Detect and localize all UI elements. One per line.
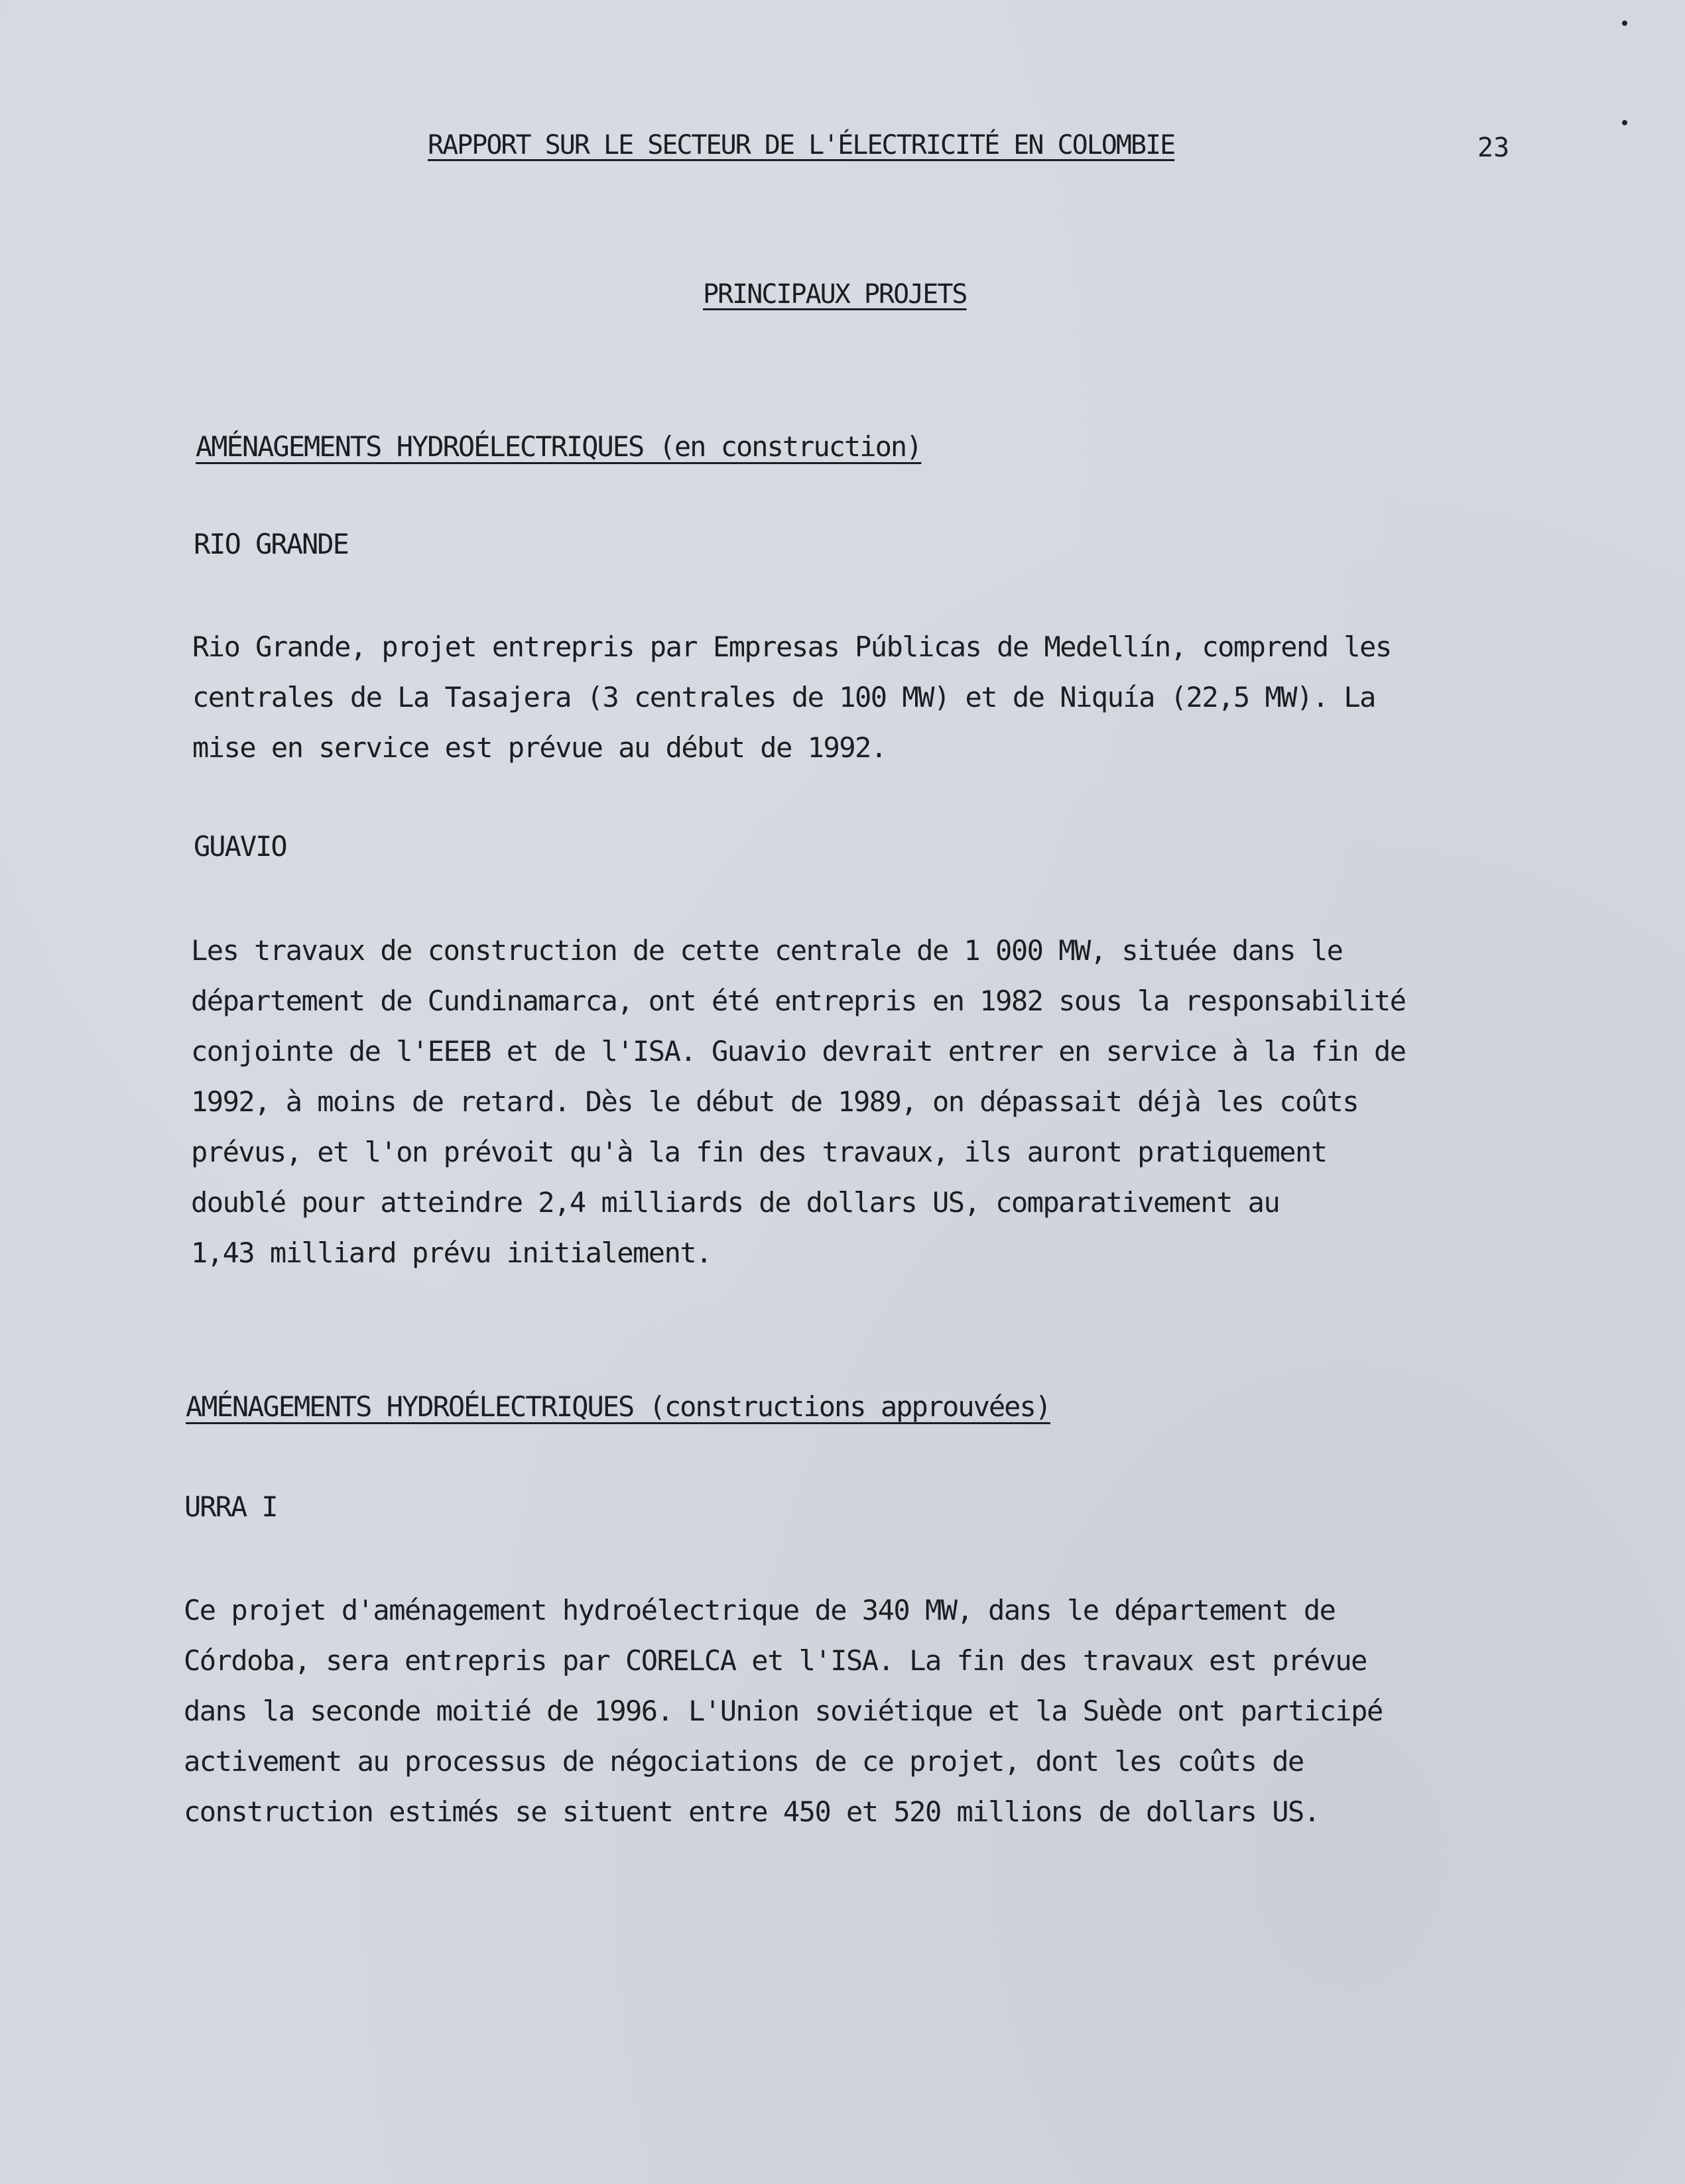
project-description: [191, 926, 1406, 1278]
project-name: RIO GRANDE: [194, 528, 348, 560]
project-name: URRA I: [184, 1490, 277, 1523]
paragraph-line: Ce projet d'aménagement hydroélectrique de 340 MW, dans le département de: [184, 1594, 1336, 1626]
project-description: [192, 622, 1391, 773]
scan-speck: [1622, 120, 1627, 125]
section-heading: AMÉNAGEMENTS HYDROÉLECTRIQUES (constructions approuvées): [186, 1390, 1051, 1423]
paragraph-line: mise en service est prévue au début de 1992.: [192, 731, 887, 764]
running-header-title: RAPPORT SUR LE SECTEUR DE L'ÉLECTRICITÉ EN COLOMBIE: [428, 130, 1175, 160]
paragraph-line: dans la seconde moitié de 1996. L'Union soviétique et la Suède ont participé: [184, 1695, 1383, 1727]
project-description: [184, 1585, 1383, 1837]
paragraph-line: centrales de La Tasajera (3 centrales de 100 MW) et de Niquía (22,5 MW). La: [192, 681, 1375, 713]
paragraph-line: doublé pour atteindre 2,4 milliards de dollars US, comparativement au: [191, 1186, 1280, 1219]
scan-speck: [1622, 21, 1627, 26]
page-number: 23: [1477, 133, 1510, 163]
paragraph-line: Les travaux de construction de cette centrale de 1 000 MW, située dans le: [191, 934, 1343, 967]
paragraph-line: Córdoba, sera entrepris par CORELCA et l'ISA. La fin des travaux est prévue: [184, 1644, 1367, 1677]
paragraph-line: prévus, et l'on prévoit qu'à la fin des travaux, ils auront pratiquement: [191, 1136, 1327, 1168]
page-title: PRINCIPAUX PROJETS: [703, 279, 967, 310]
paragraph-line: 1,43 milliard prévu initialement.: [191, 1237, 712, 1269]
paragraph-line: 1992, à moins de retard. Dès le début de 1989, on dépassait déjà les coûts: [191, 1085, 1359, 1118]
paragraph-line: Rio Grande, projet entrepris par Empresas Públicas de Medellín, comprend les: [192, 631, 1391, 663]
project-name: GUAVIO: [194, 830, 286, 863]
paragraph-line: département de Cundinamarca, ont été entrepris en 1982 sous la responsabilité: [191, 985, 1406, 1017]
paragraph-line: activement au processus de négociations de ce projet, dont les coûts de: [184, 1745, 1304, 1778]
section-heading: AMÉNAGEMENTS HYDROÉLECTRIQUES (en construction): [196, 430, 922, 463]
paragraph-line: construction estimés se situent entre 450 et 520 millions de dollars US.: [184, 1795, 1320, 1828]
paragraph-line: conjointe de l'EEEB et de l'ISA. Guavio devrait entrer en service à la fin de: [191, 1035, 1406, 1067]
